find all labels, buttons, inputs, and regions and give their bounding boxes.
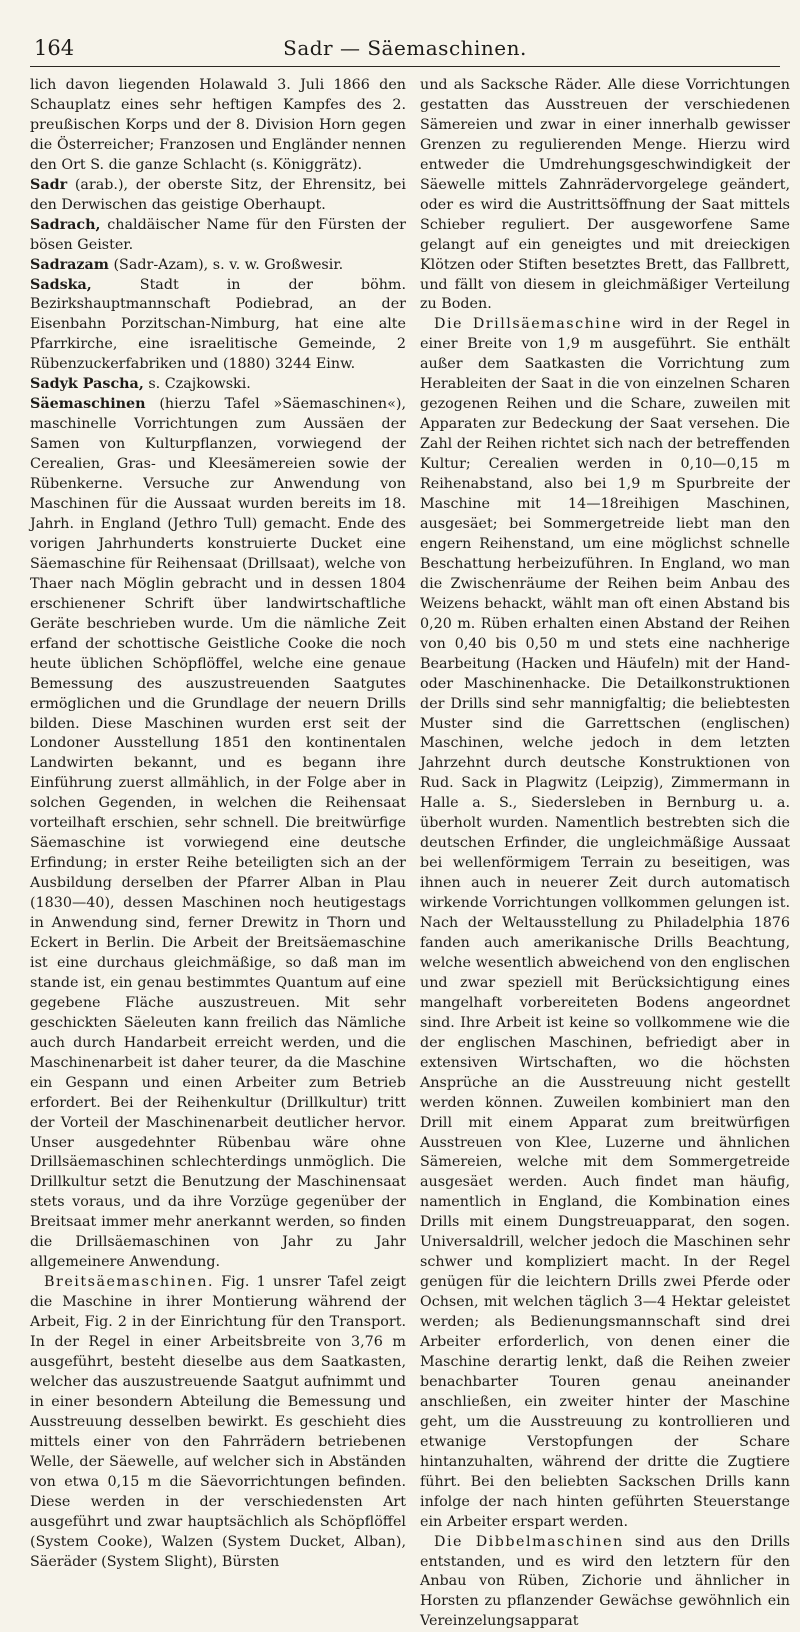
entry-paragraph: [30, 1273, 406, 1572]
entry-paragraph: [30, 76, 406, 176]
running-head: Sadr — Säemaschinen.: [283, 36, 527, 60]
entry-paragraph: [420, 315, 790, 1532]
entry-paragraph: [30, 395, 406, 1273]
right-column: [420, 76, 790, 1630]
entry-paragraph: [30, 176, 406, 216]
entry-paragraph: [30, 276, 406, 376]
entry-text: Fig. 1 unsrer Tafel zeigt die Maschine in ihrer Montierung während der Arbeit, Fig. 2 in der Einrichtung für den Transport. In der Regel in einer Arbeitsbreite von 3,76 m ausgeführt, besteht dieselbe aus dem Saatkasten, welcher das auszustreuende Saatgut aufnimmt und in einer besondern Abteilung die Bemessung und Ausstreuung desselben bewirkt. Es geschieht dies mittels einer von den Fahrrädern betriebenen Welle, der Säewelle, auf welcher sich in Abständen von etwa 0,15 m die Säevorrichtungen befinden. Diese werden in der verschiedensten Art ausgeführt und zwar hauptsächlich als Schöpflöffel (System Cooke), Walzen (System Ducket, Alban), Säeräder (System Slight), Bürsten: [30, 1274, 406, 1570]
entry-lemma: Sadska,: [30, 276, 92, 293]
entry-paragraph: [30, 256, 406, 276]
section-heading: Die Drillsäemaschine: [434, 316, 623, 333]
entry-paragraph: [420, 1533, 790, 1632]
entry-lemma: Sadrazam: [30, 256, 109, 273]
entry-lemma: Sadr: [30, 176, 68, 193]
entry-paragraph: [30, 375, 406, 395]
entry-text: und als Sacksche Räder. Alle diese Vorrichtungen gestatten das Ausstreuen der verschiedenen Sämereien und zwar in einer innerhalb gewisser Grenzen zu regulierenden Menge. Hierzu wird entweder die Umdrehungsgeschwindigkeit der Säewelle mittels Zahnrädervorgelege geändert, oder es wird die Austrittsöffnung der Saat mittels Schieber reguliert. Der ausgeworfene Same gelangt auf ein geneigtes und mit dreieckigen Klötzen oder Stiften besetztes Brett, das Fallbrett, und fällt von diesem in gleichmäßiger Verteilung zu Boden.: [420, 77, 790, 313]
page-number: 164: [34, 36, 75, 60]
entry-text: (Sadr-Azam), s. v. w. Großwesir.: [108, 256, 344, 273]
entry-text: wird in der Regel in einer Breite von 1,9 m ausgeführt. Sie enthält außer dem Saatkasten die Vorrichtung zum Herableiten der Saat in die von einzelnen Scharen gezogenen Reihen und die Schare, zuweilen mit Apparaten zur Bedeckung der Saat versehen. Die Zahl der Reihen richtet sich nach der betreffenden Kultur; Cerealien werden in 0,10—0,15 m Reihenabstand, also bei 1,9 m Spurbreite der Maschine mit 14—18reihigen Maschinen, ausgesäet; bei Sommergetreide liebt man den engern Reihenstand, um eine möglichst schnelle Beschattung herbeizuführen. In England, wo man die Zwischenräume der Reihen beim Anbau des Weizens behackt, wählt man oft einen Abstand bis 0,20 m. Rüben erhalten einen Abstand der Reihen von 0,40 bis 0,50 m und stets eine nachherige Bearbeitung (Hacken und Häufeln) mit der Hand- oder Maschinenhacke. Die Detailkonstruktionen der Drills sind sehr mannigfaltig; die beliebtesten Muster sind die Garrettschen (englischen) Maschinen, welche jedoch in dem letzten Jahrzehnt durch deutsche Konstruktionen von Rud. Sack in Plagwitz (Leipzig), Zimmermann in Halle a. S., Siedersleben in Bernburg u. a. überholt wurden. Namentlich bestrebten sich die deutschen Erfinder, die ungleichmäßige Aussaat bei wellenförmigem Terrain zu beseitigen, was ihnen auch in neuerer Zeit durch automatisch wirkende Vorrichtungen vollkommen gelungen ist. Nach der Weltausstellung zu Philadelphia 1876 fanden auch amerikanische Drills Beachtung, welche wesentlich abweichend von den englischen und zwar speziell mit Berücksichtigung eines mangelhaft vorbereiteten Bodens angeordnet sind. Ihre Arbeit ist keine so vollkommene wie die der englischen Maschinen, befriedigt aber in extensiven Wirtschaften, wo die höchsten Ansprüche an die Ausstreuung nicht gestellt werden können. Zuweilen kombiniert man den Drill mit einem Apparat zum breitwürfigen Ausstreuen von Klee, Luzerne und ähnlichen Sämereien, welche mit dem Sommergetreide ausgesäet werden. Auch findet man häufig, namentlich in England, die Kombination eines Drills mit einem Dungstreuapparat, den sogen. Universaldrill, welcher jedoch die Maschinen sehr schwer und kompliziert macht. In der Regel genügen für die leichtern Drills zwei Pferde oder Ochsen, mit welchen täglich 3—4 Hektar geleistet werden; als Bedienungsmannschaft sind drei Arbeiter erforderlich, von denen einer die Maschine derartig lenkt, daß die Reihen zweier benachbarter Touren genau aneinander anschließen, ein zweiter hinter der Maschine geht, um die Ausstreuung zu kontrollieren und etwanige Verstopfungen der Schare hintanzuhalten, während der dritte die Zugtiere führt. Bei den beliebten Sackschen Drills kann infolge der nach hinten geführten Steuerstange ein Arbeiter erspart werden.: [420, 316, 790, 1530]
section-heading: Breitsäemaschinen.: [44, 1274, 215, 1291]
entry-paragraph: [30, 216, 406, 256]
entry-lemma: Säemaschinen: [30, 396, 146, 413]
page-header: [30, 32, 780, 67]
entry-lemma: Sadyk Pascha,: [30, 376, 144, 393]
entry-paragraph: [420, 76, 790, 315]
section-heading: Die Dibbelmaschinen: [434, 1533, 624, 1550]
left-column: [30, 76, 406, 1570]
entry-text: s. Czajkowski.: [143, 376, 251, 393]
entry-lemma: Sadrach,: [30, 216, 101, 233]
entry-text: chaldäischer Name für den Fürsten der bösen Geister.: [30, 216, 406, 253]
entry-text: sind aus den Drills entstanden, und es wird den letztern für den Anbau von Rüben, Zichorie und ähnlicher in Horsten zu pflanzender Gewächse gewöhnlich ein Vereinzelungsapparat: [420, 1533, 790, 1630]
entry-text: (arab.), der oberste Sitz, der Ehrensitz, bei den Derwischen das geistige Oberhaupt.: [30, 176, 406, 213]
entry-text: (hierzu Tafel »Säemaschinen«), maschinelle Vorrichtungen zum Aussäen der Samen von Kulturpflanzen, vorwiegend der Cerealien, Gras- und Kleesämereien sowie der Rübenkerne. Versuche zur Anwendung von Maschinen für die Aussaat wurden bereits im 18. Jahrh. in England (Jethro Tull) gemacht. Ende des vorigen Jahrhunderts konstruierte Ducket eine Säemaschine für Reihensaat (Drillsaat), welche von Thaer nach Möglin gebracht und in dessen 1804 erschienener Schrift über landwirtschaftliche Geräte beschrieben wurde. Um die nämliche Zeit erfand der schottische Geistliche Cooke die noch heute üblichen Schöpflöffel, welche eine genaue Bemessung des auszustreuenden Saatgutes ermöglichen und die Grundlage der neuern Drills bilden. Diese Maschinen wurden erst seit der Londoner Ausstellung 1851 den kontinentalen Landwirten bekannt, und es begann ihre Einführung zuerst allmählich, in der Folge aber in solchen Gegenden, in welchen die Reihensaat vorteilhaft erschien, sehr schnell. Die breitwürfige Säemaschine ist vorwiegend eine deutsche Erfindung; in erster Reihe beteiligten sich an der Ausbildung derselben der Pfarrer Alban in Plau (1830—40), dessen Maschinen noch heutigestags in Anwendung sind, ferner Drewitz in Thorn und Eckert in Berlin. Die Arbeit der Breitsäemaschine ist eine durchaus gleichmäßige, so daß man im stande ist, ein genau bestimmtes Quantum auf eine gegebene Fläche auszustreuen. Mit sehr geschickten Säeleuten kann freilich das Nämliche auch durch Handarbeit erreicht werden, und die Maschinenarbeit ist daher teurer, da die Maschine ein Gespann und einen Arbeiter zum Betrieb erfordert. Bei der Reihenkultur (Drillkultur) tritt der Vorteil der Maschinenarbeit deutlicher hervor. Unser ausgedehnter Rübenbau wäre ohne Drillsäemaschinen schlechterdings unmöglich. Die Drillkultur setzt die Benutzung der Maschinensaat stets voraus, und da ihre Vorzüge gegenüber der Breitsaat immer mehr anerkannt werden, so finden die Drillsäemaschinen von Jahr zu Jahr allgemeinere Anwendung.: [30, 396, 406, 1271]
entry-text: Stadt in der böhm. Bezirkshauptmannschaft Podiebrad, an der Eisenbahn Porzitschan-Nimburg, hat eine alte Pfarrkirche, eine israelitische Gemeinde, 2 Rübenzuckerfabriken und (1880) 3244 Einw.: [30, 276, 406, 373]
entry-text: lich davon liegenden Holawald 3. Juli 1866 den Schauplatz eines sehr heftigen Kampfes des 2. preußischen Korps und der 8. Division Horn gegen die Österreicher; Franzosen und Engländer nennen den Ort S. die ganze Schlacht (s. Königgrätz).: [30, 77, 406, 173]
